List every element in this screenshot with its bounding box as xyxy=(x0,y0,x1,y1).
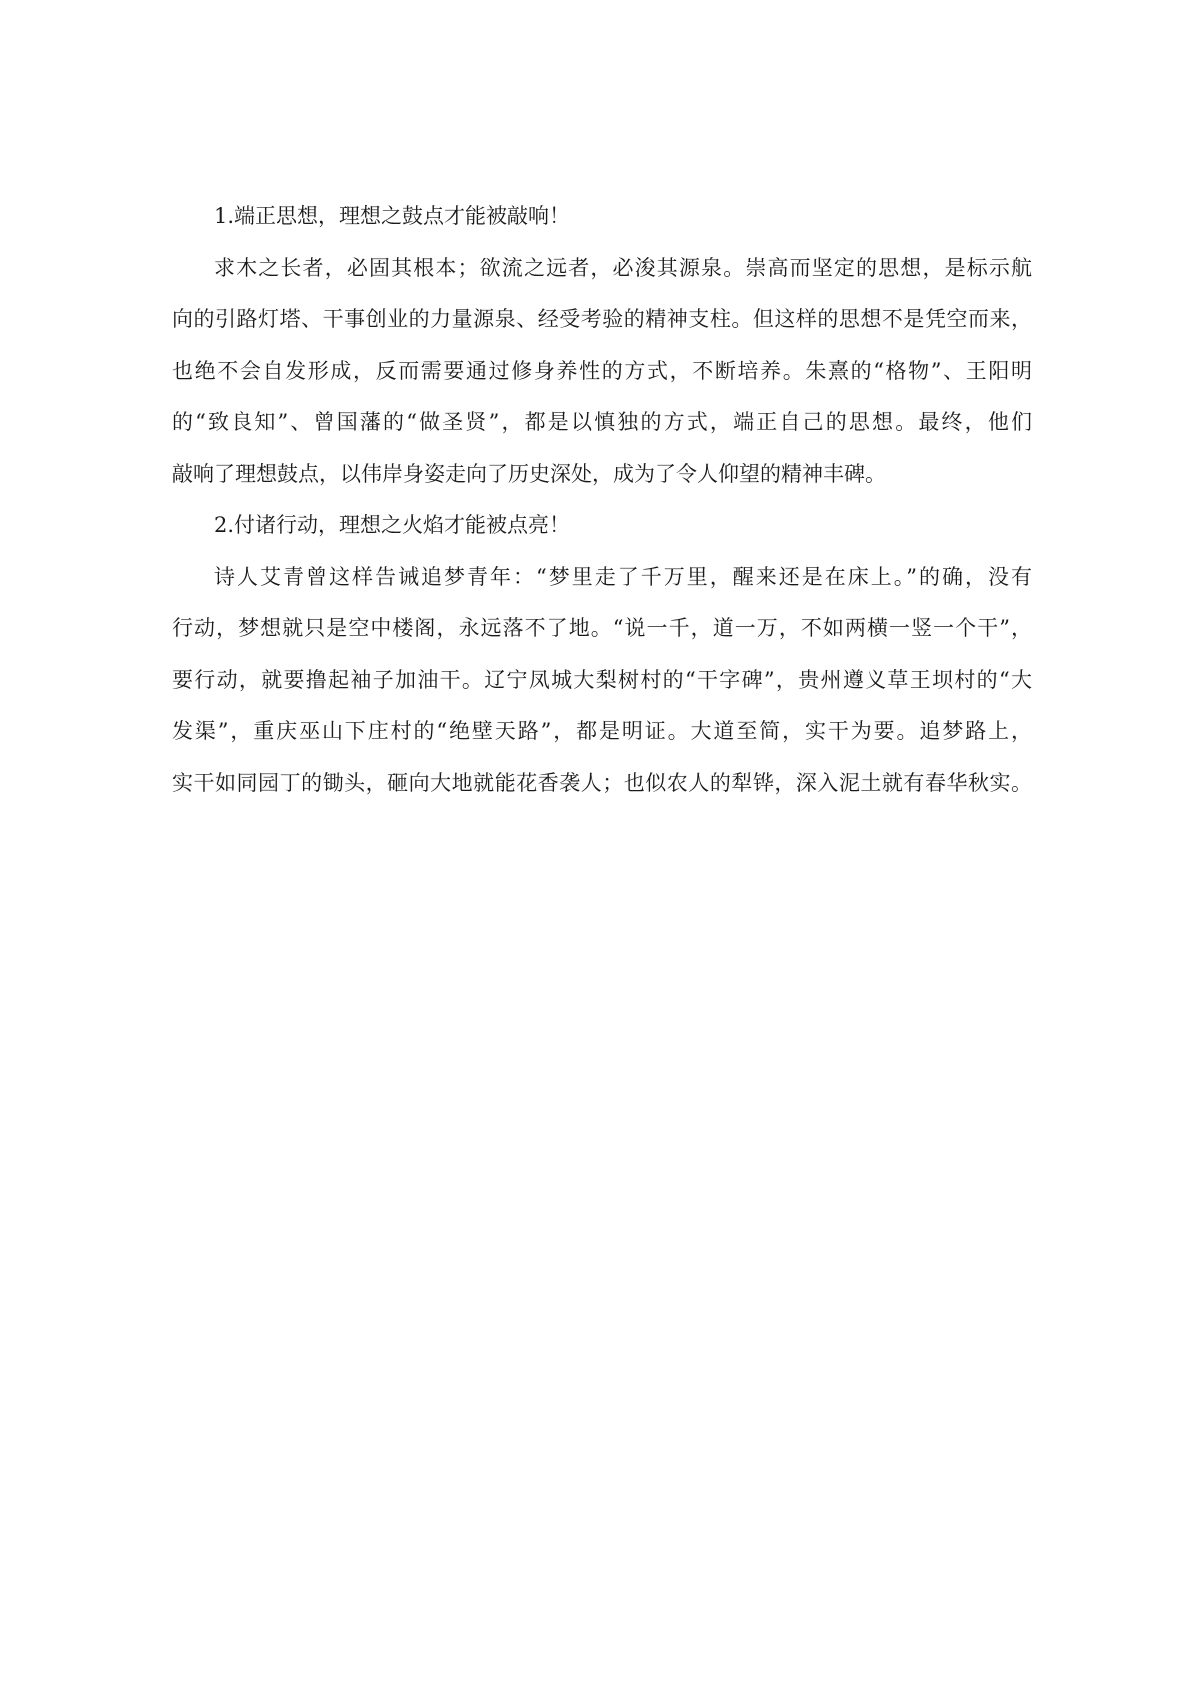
document-body xyxy=(172,196,1032,814)
paragraph-1-line-3: 也绝不会自发形成，反而需要通过修身养性的方式，不断培养。朱熹的“格物”、王阳明 xyxy=(172,358,1032,383)
paragraph-1-line-5: 敲响了理想鼓点，以伟岸身姿走向了历史深处，成为了令人仰望的精神丰碑。 xyxy=(172,461,886,486)
heading-2: 2.付诸行动，理想之火焰才能被点亮！ xyxy=(214,513,571,537)
paragraph-1-line-2: 向的引路灯塔、干事创业的力量源泉、经受考验的精神支柱。但这样的思想不是凭空而来， xyxy=(172,307,1032,331)
paragraph-2-line-5: 实干如同园丁的锄头，砸向大地就能花香袭人；也似农人的犁铧，深入泥土就有春华秋实。 xyxy=(172,770,1032,795)
paragraph-2-line-4: 发渠”，重庆巫山下庄村的“绝壁天路”，都是明证。大道至简，实干为要。追梦路上， xyxy=(172,719,1032,743)
paragraph-1-line-1: 求木之长者，必固其根本；欲流之远者，必浚其源泉。崇高而坚定的思想，是标示航 xyxy=(214,255,1032,280)
paragraph-2-line-2: 行动，梦想就只是空中楼阁，永远落不了地。“说一千，道一万，不如两横一竖一个干”， xyxy=(172,616,1032,640)
paragraph-2-line-1: 诗人艾青曾这样告诫追梦青年：“梦里走了千万里，醒来还是在床上。”的确，没有 xyxy=(214,564,1032,589)
paragraph-2-line-3: 要行动，就要撸起袖子加油干。辽宁凤城大梨树村的“干字碑”，贵州遵义草王坝村的“大 xyxy=(172,667,1032,692)
heading-1: 1.端正思想，理想之鼓点才能被敲响！ xyxy=(214,204,571,228)
paragraph-1-line-4: 的“致良知”、曾国藩的“做圣贤”，都是以慎独的方式，端正自己的思想。最终，他们 xyxy=(172,410,1032,434)
